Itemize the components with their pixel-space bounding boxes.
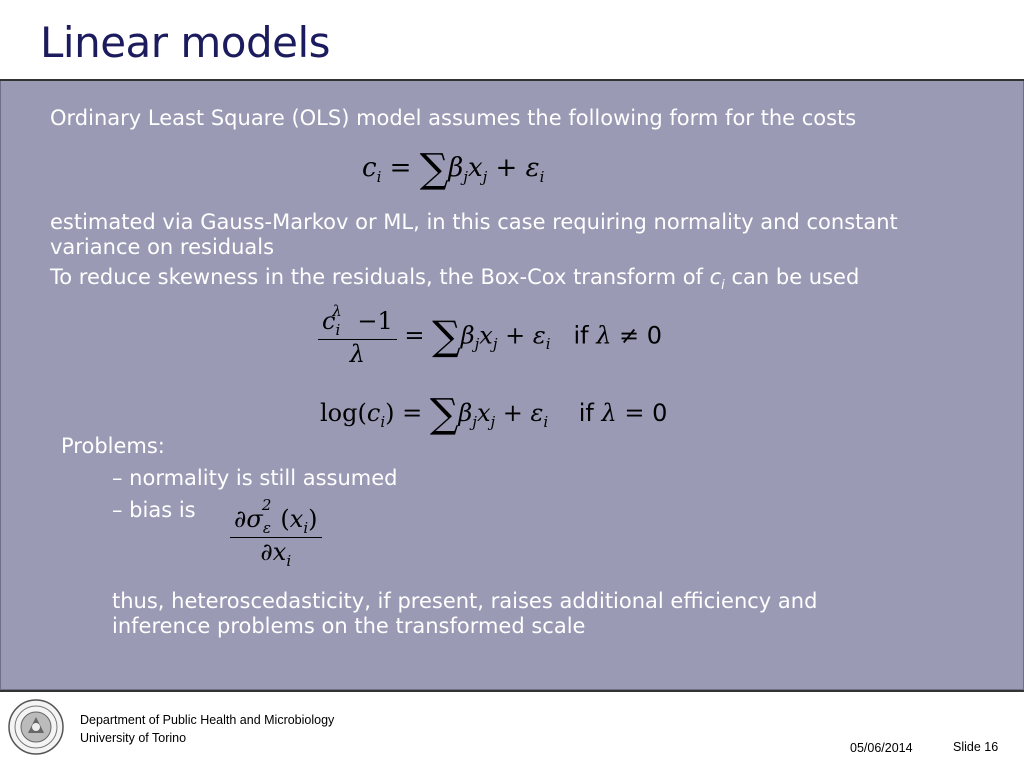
formula-boxcox-lambda: $\frac{c_i^\lambda -1}{\lambda}$ = $\sum\beta_jx_j + \varepsilon_i$ if λ ≠ 0 (318, 306, 662, 368)
formula-boxcox-log: $\log(c_i) = \sum\beta_jx_j + \varepsilon_i$ if λ = 0 (320, 391, 668, 437)
formula-ols: $c_i = \sum\beta_jx_j + \varepsilon_i$ (362, 146, 545, 192)
condition-if-2: if (578, 399, 594, 427)
university-seal-logo (8, 699, 64, 755)
boxcox-text-before: To reduce skewness in the residuals, the Box-Cox transform of (50, 265, 710, 289)
footer-divider (0, 690, 1024, 692)
footer-slide-number: Slide 16 (953, 740, 999, 754)
condition-if-1: if (573, 321, 589, 350)
paragraph-estimation: estimated via Gauss-Markov or ML, in this case requiring normality and constant variance on residuals (50, 210, 898, 259)
bullet-normality: – normality is still assumed (112, 466, 398, 490)
boxcox-text-after: can be used (724, 265, 860, 289)
bullet-bias: – bias is (112, 498, 196, 522)
boxcox-variable-sub: i (721, 278, 725, 294)
paragraph-heteroscedasticity: thus, heteroscedasticity, if present, raises additional efficiency and inference problems on the transformed scale (112, 589, 818, 638)
paragraph-ols: Ordinary Least Square (OLS) model assumes the following form for the costs (50, 106, 857, 130)
footer-department: Department of Public Health and Microbiology (80, 713, 335, 727)
slide-title: Linear models (40, 18, 331, 67)
boxcox-variable: c (709, 265, 722, 289)
footer-university: University of Torino (80, 731, 187, 745)
problems-heading: Problems: (61, 434, 165, 458)
footer-date: 05/06/2014 (850, 741, 913, 755)
formula-bias: $\frac{\partial\sigma_\varepsilon^2 (x_i)}{\partial x_i}$ (230, 504, 322, 570)
paragraph-boxcox (50, 265, 980, 298)
